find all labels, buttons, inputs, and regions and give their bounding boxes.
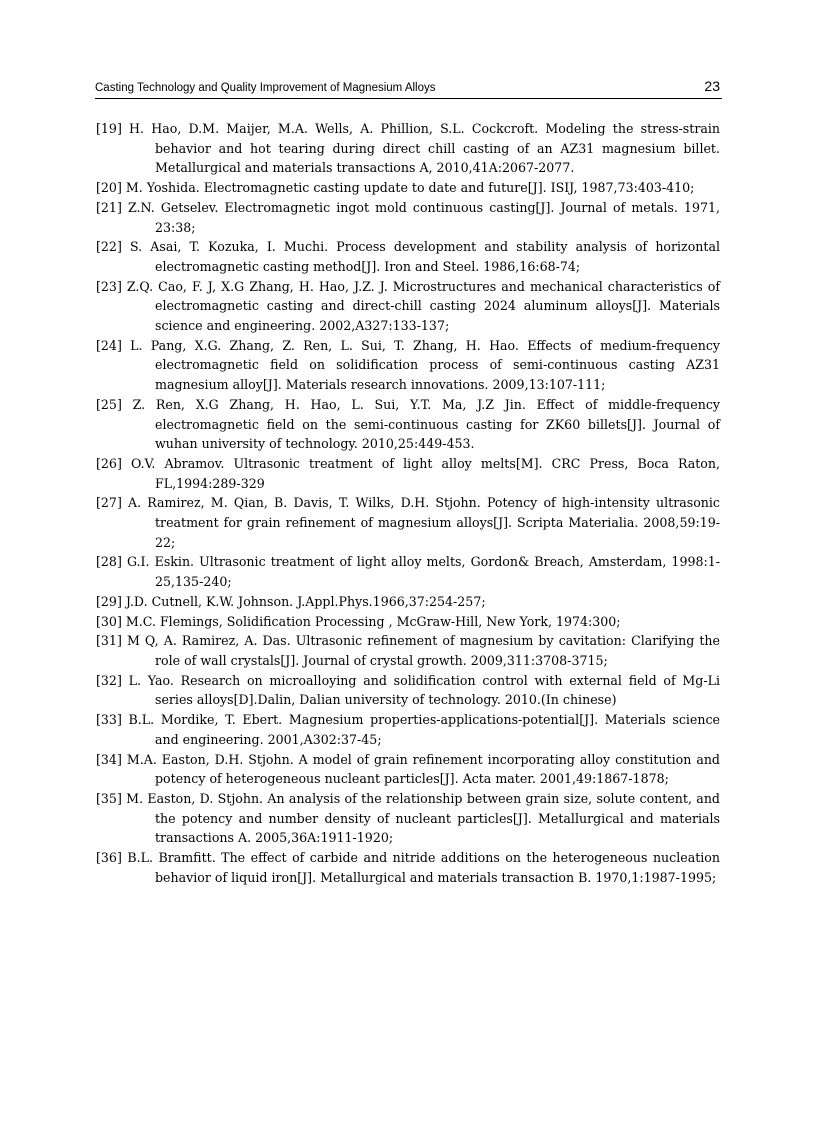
reference-item: [25] Z. Ren, X.G Zhang, H. Hao, L. Sui, Y.T. Ma, J.Z Jin. Effect of middle-frequency electromagnetic field on the semi-continuous casting for ZK60 billets[J]. Journal of wuhan university of technology. 2010,25:449-453. [96, 396, 720, 452]
reference-item: [33] B.L. Mordike, T. Ebert. Magnesium properties-applications-potential[J]. Materials science and engineering. 2001,A302:37-45; [96, 712, 720, 747]
reference-item: [27] A. Ramirez, M. Qian, B. Davis, T. Wilks, D.H. Stjohn. Potency of high-intensity ultrasonic treatment for grain refinement of magnesium alloys[J]. Scripta Materialia. 2008,59:19-22; [96, 495, 720, 550]
reference-item: [21] Z.N. Getselev. Electromagnetic ingot mold continuous casting[J]. Journal of metals. 1971, 23:38; [96, 199, 720, 235]
reference-item: [36] B.L. Bramfitt. The effect of carbide and nitride additions on the heterogeneous nucleation behavior of liquid iron[J]. Metallurgical and materials transaction B. 1970,1:1987-1995; [96, 850, 720, 885]
running-header-title: Casting Technology and Quality Improvement of Magnesium Alloys [95, 82, 436, 94]
page-number: 23 [704, 78, 720, 94]
reference-item: [19] H. Hao, D.M. Maijer, M.A. Wells, A. Phillion, S.L. Cockcroft. Modeling the stress-strain behavior and hot tearing during direct chill casting of an AZ31 magnesium billet. Metallurgical and materials transactions A, 2010,41A:2067-2077. [96, 121, 720, 176]
running-header [95, 78, 722, 99]
reference-item: [29] J.D. Cutnell, K.W. Johnson. J.Appl.Phys.1966,37:254-257; [96, 593, 486, 609]
reference-item: [26] O.V. Abramov. Ultrasonic treatment of light alloy melts[M]. CRC Press, Boca Raton, FL,1994:289-329 [96, 455, 720, 491]
reference-item: [31] M Q, A. Ramirez, A. Das. Ultrasonic refinement of magnesium by cavitation: Clarifying the role of wall crystals[J]. Journal of crystal growth. 2009,311:3708-3715; [96, 633, 720, 668]
reference-item: [28] G.I. Eskin. Ultrasonic treatment of light alloy melts, Gordon& Breach, Amsterdam, 1998:1-25,135-240; [96, 554, 720, 590]
reference-list [96, 119, 720, 887]
reference-item: [32] L. Yao. Research on microalloying and solidification control with external field of Mg-Li series alloys[D].Dalin, Dalian university of technology. 2010.(In chinese) [96, 672, 720, 708]
reference-item: [20] M. Yoshida. Electromagnetic casting update to date and future[J]. ISIJ, 1987,73:403-410; [96, 180, 695, 196]
reference-item: [35] M. Easton, D. Stjohn. An analysis of the relationship between grain size, solute content, and the potency and number density of nucleant particles[J]. Metallurgical and materials transactions A. 2005,36A:1911-1920; [96, 790, 720, 846]
reference-item: [22] S. Asai, T. Kozuka, I. Muchi. Process development and stability analysis of horizontal electromagnetic casting method[J]. Iron and Steel. 1986,16:68-74; [96, 239, 720, 274]
reference-item: [30] M.C. Flemings, Solidification Processing , McGraw-Hill, New York, 1974:300; [96, 613, 621, 629]
reference-item: [23] Z.Q. Cao, F. J, X.G Zhang, H. Hao, J.Z. J. Microstructures and mechanical characteristics of electromagnetic casting and direct-chill casting 2024 aluminum alloys[J]. Materials science and engineering. 2002,A327:133-137; [96, 278, 720, 334]
reference-item: [34] M.A. Easton, D.H. Stjohn. A model of grain refinement incorporating alloy constitution and potency of heterogeneous nucleant particles[J]. Acta mater. 2001,49:1867-1878; [96, 751, 720, 787]
reference-item: [24] L. Pang, X.G. Zhang, Z. Ren, L. Sui, T. Zhang, H. Hao. Effects of medium-frequency electromagnetic field on solidification process of semi-continuous casting AZ31 magnesium alloy[J]. Materials research innovations. 2009,13:107-111; [96, 337, 720, 393]
